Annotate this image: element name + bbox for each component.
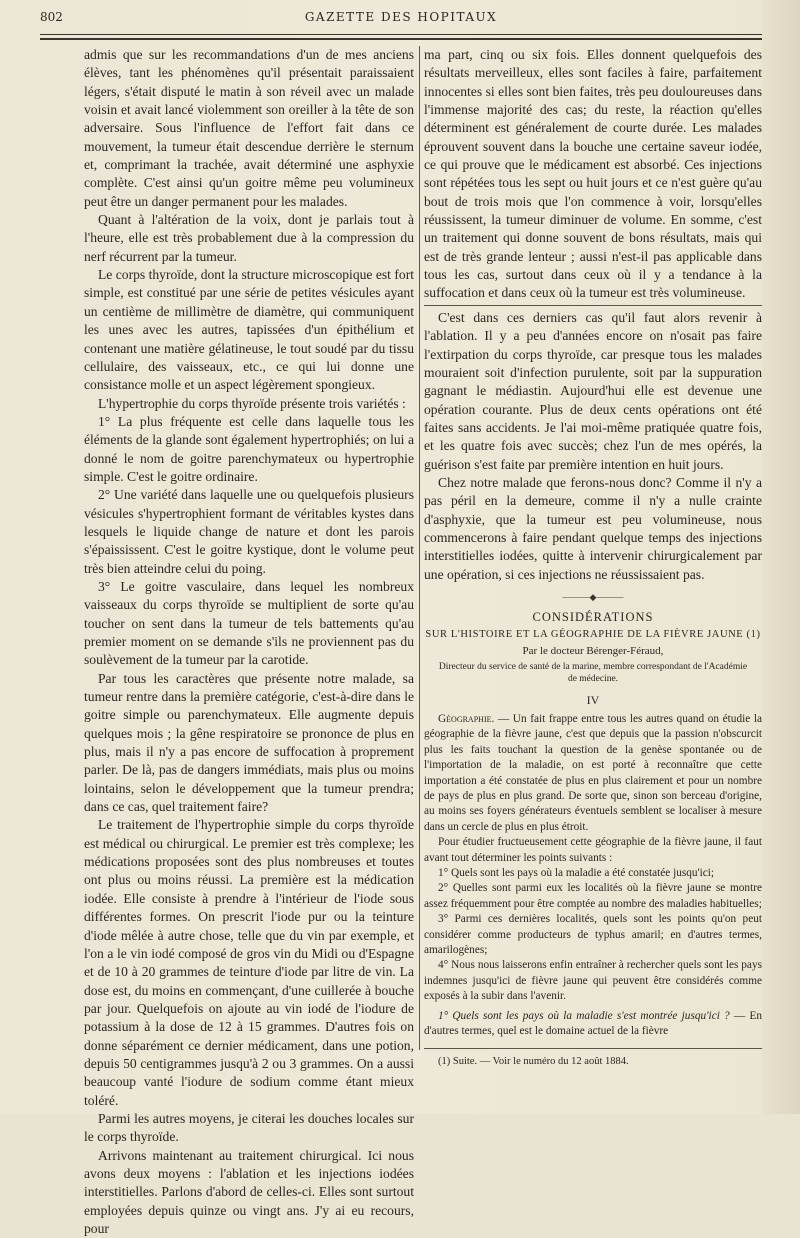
- question-italic: 1° Quels sont les pays où la maladie s'est montrée jusqu'ici ?: [438, 1009, 730, 1022]
- header-rule-thick: [40, 38, 762, 40]
- footnote-rule: [424, 1048, 762, 1049]
- question-rest: — En d'autres termes, quel est le domaine actuel de la fièvre: [424, 1009, 763, 1038]
- paragraph: Par tous les caractères que présente notre malade, sa tumeur rentre dans la première catégorie, c'est-à-dire dans le goitre simple ou parenchymateux. Elle augmente depuis quelques mois ; la gêne respiratoire se prononce de plus en plus, mais il n'y a pas encore de suffocation à proprement parler. De là, pas de dangers immédiats, mais plus ou moins lointains, selon le développement que la tumeur prendra; dans ce cas, quel traitement faire?: [84, 670, 414, 815]
- author-role: Directeur du service de santé de la marine, membre correspondant de l'Académie de médecine.: [438, 661, 748, 685]
- paragraph: L'hypertrophie du corps thyroïde présente trois variétés :: [98, 395, 406, 411]
- paragraph: Le traitement de l'hypertrophie simple du corps thyroïde est médical ou chirurgical. Le premier est très complexe; les médications proposées sont des plus nombreuses et toutes ont plus ou moins réussi. La première est la médication iodée. Elle consiste à prendre à l'intérieur de l'iode sous différentes formes. On prescrit l'iode pur ou la teinture d'iode mêlée à autre chose, telle que du vin par exemple, et l'on a le vin iodé composé de gros vin du Midi ou d'Espagne et de 10 à 20 grammes de teinture d'iode par litre de vin. La dose est, du moins en commençant, d'une cuillerée à bouche par jour. Quelquefois on ajoute au vin iodé de l'iodure de potassium à la dose de 12 à 15 grammes. D'autres fois on donne séparément ce dernier médicament, dans une potion, depuis 50 centigrammes jusqu'à 2 ou 3 grammes. On a aussi beaucoup vanté l'iodure de sodium comme étant mieux toléré.: [84, 817, 414, 1108]
- paragraph: Arrivons maintenant au traitement chirurgical. Ici nous avons deux moyens : l'ablation et les injections iodées interstitielles. Parlons d'abord de celles-ci. Elles sont surtout employées depuis quinze ou vingt ans. J'y ai eu recours, pour: [84, 1147, 414, 1236]
- paragraph: 1° La plus fréquente est celle dans laquelle tous les éléments de la glande sont également hypertrophiés; on lui a donné le nom de goitre parenchymateux ou hypertrophie simple. C'est le goitre ordinaire.: [84, 413, 414, 484]
- list-item: 1° Quels sont les pays où la maladie a été constatée jusqu'ici;: [438, 867, 715, 880]
- column-divider: [419, 46, 420, 1050]
- paragraph-rule: [424, 305, 762, 306]
- section-title: CONSIDÉRATIONS: [532, 609, 654, 624]
- lead-in: Géographie.: [438, 712, 495, 725]
- running-title: GAZETTE DES HOPITAUX: [304, 10, 498, 24]
- section-subtitle: SUR L'HISTOIRE ET LA GÉOGRAPHIE DE LA FIÈVRE JAUNE (1): [425, 628, 761, 640]
- paragraph: [424, 1009, 762, 1040]
- paragraph: 3° Le goitre vasculaire, dans lequel les nombreux vaisseaux du corps thyroïde se multiplient de sorte qu'au toucher on sent dans la tumeur de tels battements qu'au premier moment on se demande s'ils ne proviennent pas du soulèvement de la tumeur par la carotide.: [84, 578, 414, 668]
- paragraph: Quant à l'altération de la voix, dont je parlais tout à l'heure, elle est très probablement due à la compression du nerf récurrent par la tumeur.: [84, 212, 414, 264]
- footnote: (1) Suite. — Voir le numéro du 12 août 1884.: [438, 1055, 629, 1067]
- list-item: 3° Parmi ces dernières localités, quels sont les points qu'on peut considérer comme producteurs de typhus amaril; en d'autres termes, amarilogènes;: [424, 913, 762, 957]
- paragraph: admis que sur les recommandations d'un de mes anciens élèves, tant les phénomènes qu'il présentait paraissaient légers, s'était disputé le matin à son réveil avec un malade voisin et avait lancé violemment son oreiller à la tête de son adversaire. Sous l'influence de l'effort fait dans ce mouvement, la tumeur était descendue derrière le sternum et, comprimant la trachée, avait déterminé une asphyxie complète. C'est ainsi qu'un goitre même peu volumineux peut être un danger permanent pour les malades.: [84, 47, 414, 209]
- paragraph: ma part, cinq ou six fois. Elles donnent quelquefois des résultats merveilleux, elles sont faciles à faire, parfaitement innocentes si elles sont bien faites, très peu douloureuses dans l'immense majorité des cas; du reste, la réaction qu'elles déterminent est généralement de courte durée. Les malades éprouvent souvent dans la bouche une certaine saveur iodée, ce qui prouve que le médicament est absorbé. Ces injections sont répétées tous les sept ou huit jours et ce n'est guère qu'au bout de trois mois que l'on commence à voir, lorsqu'elles réussissent, la tumeur diminuer de volume. En somme, c'est un traitement qui donne souvent de bons résultats, mais qui est de très grande lenteur ; aussi n'est-il pas applicable dans tous les cas, surtout dans ceux où il y a tendance à la suffocation et dans ceux où la tumeur est très volumineuse.: [424, 47, 762, 301]
- paragraph: Pour étudier fructueusement cette géographie de la fièvre jaune, il faut avant tout déterminer les points suivants :: [424, 836, 762, 864]
- header-rule: [40, 34, 762, 35]
- paragraph: Chez notre malade que ferons-nous donc? Comme il n'y a pas péril en la demeure, comme il n'y a nulle crainte d'asphyxie, que la tumeur est peu volumineuse, nous commencerons à faire pendant quelque temps des injections interstitielles iodées, quitte à intervenir chirurgicalement par une opération, si ces injections ne réussissaient pas.: [424, 474, 762, 582]
- paragraph: Parmi les autres moyens, je citerai les douches locales sur le corps thyroïde.: [84, 1110, 414, 1145]
- paragraph: C'est dans ces derniers cas qu'il faut alors revenir à l'ablation. Il y a peu d'années encore on n'osait pas faire l'extirpation du corps thyroïde, car presque tous les malades mouraient soit d'infection purulente, soit par la suppuration gagnant le médiastin. Aujourd'hui elle est devenue une opération courante. Plus de deux cents opérations ont été faites sans accidents. Je l'ai moi-même pratiquée quatre fois, et les quatre fois avec succès; chez l'un de mes opérés, la guérison s'est faite par première intention en huit jours.: [424, 309, 762, 472]
- page-header: [40, 8, 762, 30]
- section-number: IV: [586, 692, 600, 707]
- section-author: Par le docteur Bérenger-Féraud,: [522, 644, 664, 657]
- page-number: 802: [40, 10, 63, 24]
- list-item: 2° Quelles sont parmi eux les localités où la fièvre jaune se montre assez fréquemment pour être comptée au nombre des maladies habituelles;: [424, 882, 762, 910]
- paragraph: [424, 712, 762, 835]
- page-edge: [762, 0, 800, 1114]
- paragraph: Le corps thyroïde, dont la structure microscopique est fort simple, est constitué par une série de petites vésicules ayant un centième de millimètre de diamètre, qui communiquent les unes avec les autres, tapissées d'un épithélium et contenant une matière gélatineuse, le tout soudé par du tissu cellulaire, des vaisseaux, etc., ce qui lui donne une consistance molle et un aspect légèrement spongieux.: [84, 267, 414, 393]
- right-column: [424, 46, 762, 1069]
- section-ornament: ———◆———: [562, 591, 624, 602]
- list-item: 4° Nous nous laisserons enfin entraîner à rechercher quels sont les pays indemnes jusqu'ici de fièvre jaune qui peuvent être considérés comme exposés à la subir dans l'avenir.: [424, 959, 762, 1003]
- paragraph: 2° Une variété dans laquelle une ou quelquefois plusieurs vésicules s'hypertrophient formant de véritables kystes dans lesquels le liquide change de nature et dont les parois s'épaississent. C'est le goitre kystique, dont le volume peut très bien atteindre celui du poing.: [84, 487, 414, 576]
- left-column: [84, 46, 414, 1238]
- lead-text: — Un fait frappe entre tous les autres quand on étudie la géographie de la fièvre jaune, c'est que depuis que la passion n'obscurcit plus les faits touchant la question de la genèse spontanée ou de l'importation de la maladie, on est porté à reconnaître que cette importation a été constatée de plus en plus clairement et pour un nombre de pays de plus en plus grand. De sorte que, sinon son berceau d'origine, au moins ses foyers générateurs éventuels semblent se localiser à mesure dans un cercle de plus en plus étroit.: [424, 712, 762, 833]
- article-body: [424, 712, 762, 1040]
